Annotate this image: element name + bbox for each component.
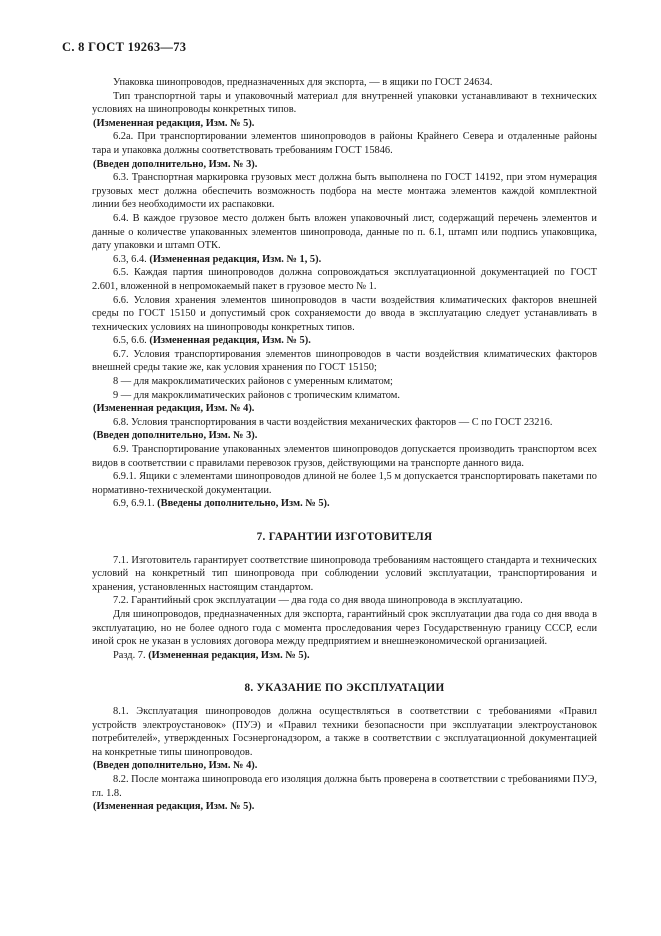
amendment-note: (Введен дополнительно, Изм. № 4). bbox=[93, 760, 258, 772]
amendment-note: (Введен дополнительно, Изм. № 3). bbox=[93, 430, 258, 442]
amendment-note: (Введен дополнительно, Изм. № 3). bbox=[93, 158, 258, 170]
paragraph-6-9-1: 6.9.1. Ящики с элементами шинопроводов длиной не более 1,5 м допускается транспортировать пакетами по нормативно-технической документации. bbox=[92, 471, 597, 496]
amendment-line: 6.9, 6.9.1. (Введены дополнительно, Изм. № 5). bbox=[113, 498, 330, 510]
amendment-line: Разд. 7. (Измененная редакция, Изм. № 5). bbox=[113, 649, 310, 661]
paragraph-8-1: 8.1. Эксплуатация шинопроводов должна осуществляться в соответствии с требованиями «Правил устройств электроустановок» (ПУЭ) и «Правил техники безопасности при эксплуатации электроустановок потребителей», утвержденных Госэнергонадзором, а также в соответствии с эксплуатационной документацией на конкретные типы шинопроводов. bbox=[92, 705, 597, 758]
paragraph-transport-container: Тип транспортной тары и упаковочный материал для внутренней упаковки устанавливают в технических условиях на шинопроводы конкретных типов. bbox=[92, 90, 597, 116]
paragraph-6-7: 6.7. Условия транспортирования элементов шинопроводов в части воздействия климатических факторов внешней среды такие же, как условия хранения по ГОСТ 15150; bbox=[92, 348, 597, 374]
amendment-line: 6.5, 6.6. (Измененная редакция, Изм. № 5). bbox=[113, 335, 311, 347]
list-item-climate-8: 8 — для макроклиматических районов с умеренным климатом; bbox=[113, 376, 393, 388]
section-7-title: 7. ГАРАНТИИ ИЗГОТОВИТЕЛЯ bbox=[256, 531, 433, 543]
paragraph-6-9: 6.9. Транспортирование упакованных элементов шинопроводов допускается производить транспортом всех видов в соответствии с правилами перевозок грузов, действующими на транспорте данного вида. bbox=[92, 444, 597, 469]
paragraph-6-4: 6.4. В каждое грузовое место должен быть вложен упаковочный лист, содержащий перечень элементов и данные о количестве упакованных элементов шинопровода, данные по п. 6.1, штамп или подпись упаковщика, дату упаковки и штамп ОТК. bbox=[92, 212, 597, 252]
paragraph-6-8: 6.8. Условия транспортирования в части воздействия механических факторов — С по ГОСТ 23216. bbox=[113, 416, 553, 428]
amendment-note: (Измененная редакция, Изм. № 4). bbox=[93, 403, 255, 415]
paragraph-6-3: 6.3. Транспортная маркировка грузовых мест должна быть выполнена по ГОСТ 14192, при этом нумерация грузовых мест должна обеспечить возможность подбора на месте монтажа элементов каждой комплектной линии без необходимости их распаковки. bbox=[92, 172, 597, 211]
amendment-note: (Измененная редакция, Изм. № 5). bbox=[93, 801, 255, 813]
list-item-climate-9: 9 — для макроклиматических районов с тропическим климатом. bbox=[113, 389, 400, 401]
document-body bbox=[92, 76, 597, 814]
amendment-note: (Измененная редакция, Изм. № 5). bbox=[93, 117, 255, 129]
paragraph-7-1: 7.1. Изготовитель гарантирует соответствие шинопровода требованиям настоящего стандарта и технических условий на конкретный тип шинопровода при соблюдении условий эксплуатации, транспортирования и хранения, установленных настоящим стандартом. bbox=[92, 554, 597, 593]
paragraph-6-6: 6.6. Условия хранения элементов шинопроводов в части воздействия климатических факторов внешней среды по ГОСТ 15150 и допустимый срок сохраняемости до ввода в эксплуатацию следует устанавливать в технических условиях на шинопроводы конкретных типов. bbox=[92, 294, 597, 333]
section-8-title: 8. УКАЗАНИЕ ПО ЭКСПЛУАТАЦИИ bbox=[244, 682, 445, 695]
paragraph-7-2-export: Для шинопроводов, предназначенных для экспорта, гарантийный срок эксплуатации два года со дня ввода в эксплуатацию, но не более одного года с момента проследования через Государственную границу СССР, если иной срок не указан в условиях договора между предприятием и внешнеэкономической организацией. bbox=[92, 608, 597, 648]
paragraph-7-2: 7.2. Гарантийный срок эксплуатации — два года со дня ввода шинопровода в эксплуатацию. bbox=[113, 595, 523, 607]
paragraph-8-2: 8.2. После монтажа шинопровода его изоляция должна быть проверена в соответствии с требованиями ПУЭ, гл. 1.8. bbox=[92, 773, 597, 799]
paragraph-6-2a: 6.2а. При транспортировании элементов шинопроводов в районы Крайнего Севера и отдаленные районы тара и упаковка должны соответствовать требованиям ГОСТ 15846. bbox=[92, 131, 597, 156]
page-header: С. 8 ГОСТ 19263—73 bbox=[62, 40, 187, 54]
amendment-line: 6.3, 6.4. (Измененная редакция, Изм. № 1, 5). bbox=[113, 253, 322, 265]
paragraph-6-5: 6.5. Каждая партия шинопроводов должна сопровождаться эксплуатационной документацией по ГОСТ 2.601, вложенной в непромокаемый пакет в грузовое место № 1. bbox=[92, 267, 597, 292]
paragraph-packaging-export: Упаковка шинопроводов, предназначенных для экспорта, — в ящики по ГОСТ 24634. bbox=[113, 77, 493, 88]
